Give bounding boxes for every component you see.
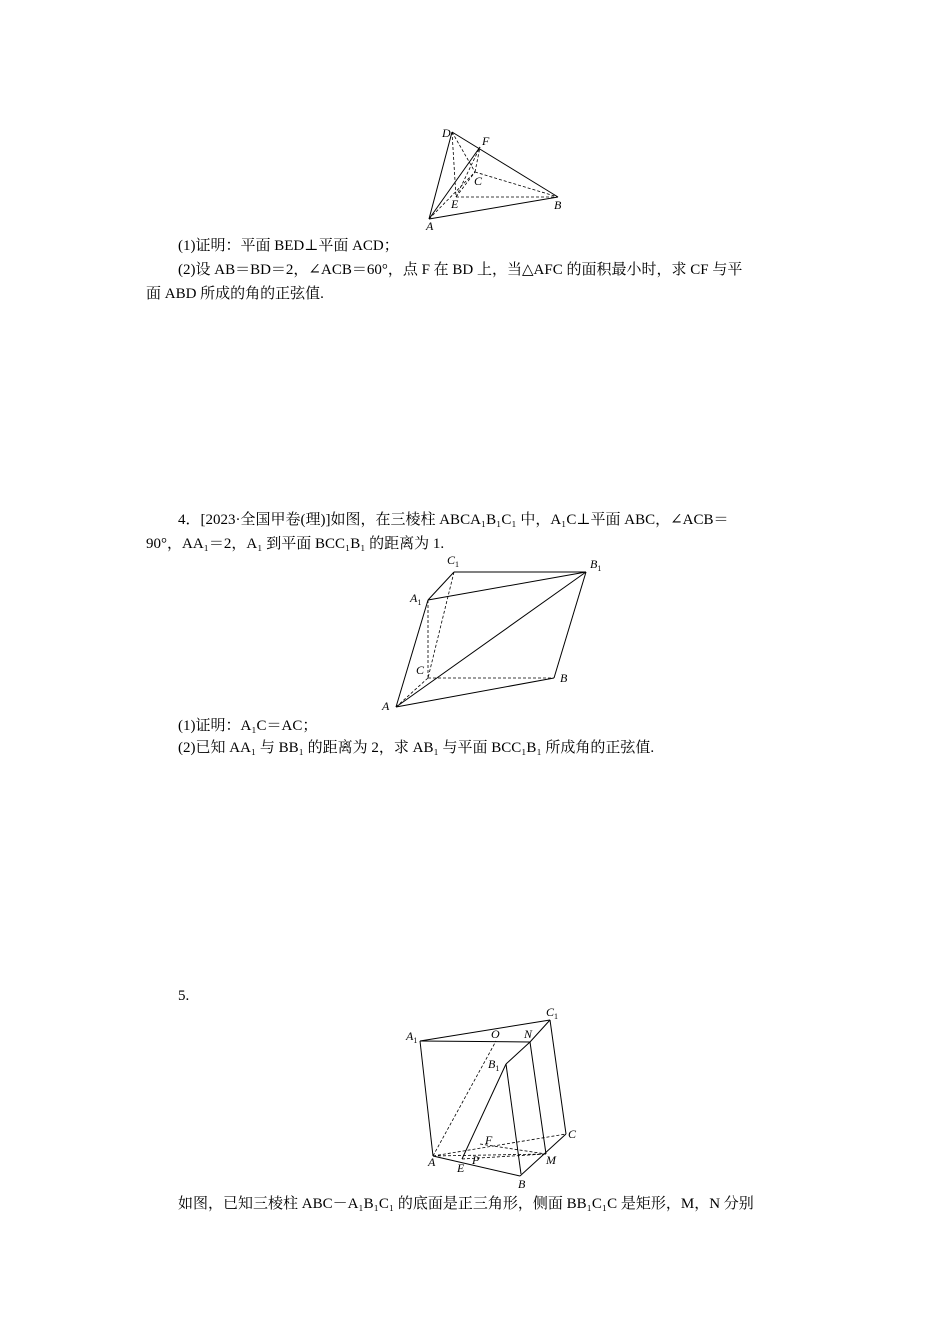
q3-part2-line2: 面 ABD 所成的角的正弦值. bbox=[146, 286, 324, 302]
label-A: A bbox=[428, 1155, 436, 1169]
q5-stem-line1: 如图，已知三棱柱 ABC－A₁B₁C₁ 的底面是正三角形，侧面 BB₁C₁C 是矩形，M，N 分别 bbox=[178, 1196, 754, 1212]
label-B: B bbox=[560, 671, 568, 685]
label-C: C bbox=[474, 174, 483, 188]
label-B: B bbox=[518, 1177, 526, 1190]
label-C: C bbox=[416, 663, 425, 677]
label-B: B bbox=[554, 198, 562, 212]
figure-prism-q5 bbox=[400, 1004, 600, 1190]
label-A: A bbox=[382, 699, 390, 713]
label-O: O bbox=[491, 1027, 500, 1041]
q4-stem-line1: 4．[2023·全国甲卷(理)]如图，在三棱柱 ABCA₁B₁C₁ 中，A₁C⊥平面 ABC，∠ACB＝ bbox=[178, 512, 729, 528]
q3-part2-line1: (2)设 AB＝BD＝2，∠ACB＝60°，点 F 在 BD 上，当△AFC 的面积最小时，求 CF 与平 bbox=[178, 262, 743, 278]
label-C: C bbox=[568, 1127, 577, 1141]
q5-number: 5. bbox=[178, 988, 190, 1004]
label-F: F bbox=[485, 1133, 493, 1147]
label-A: A bbox=[426, 219, 434, 233]
label-C1: $C_1$ bbox=[447, 553, 460, 569]
label-E: E bbox=[451, 197, 459, 211]
label-F: F bbox=[482, 134, 490, 148]
figure-tetrahedron bbox=[420, 122, 570, 234]
label-A1: $A_1$ bbox=[406, 1029, 418, 1045]
label-D: D bbox=[442, 126, 451, 140]
label-N: N bbox=[524, 1027, 533, 1041]
figure-prism-q4 bbox=[376, 550, 608, 716]
label-M: M bbox=[546, 1153, 556, 1167]
label-P: P bbox=[472, 1153, 480, 1167]
q4-stem-line2: 90°，AA₁＝2，A₁ 到平面 BCC₁B₁ 的距离为 1. bbox=[146, 536, 445, 552]
q4-part1: (1)证明：A₁C＝AC； bbox=[178, 718, 318, 734]
label-B1: $B_1$ bbox=[590, 557, 602, 573]
label-A1: $A_1$ bbox=[410, 591, 422, 607]
label-B1: $B_1$ bbox=[488, 1057, 500, 1073]
label-C1: $C_1$ bbox=[546, 1005, 559, 1021]
q3-part1: (1)证明：平面 BED⊥平面 ACD； bbox=[178, 238, 399, 254]
q4-part2: (2)已知 AA₁ 与 BB₁ 的距离为 2，求 AB₁ 与平面 BCC₁B₁ 所成角的正弦值. bbox=[178, 740, 655, 756]
label-E: E bbox=[457, 1161, 465, 1175]
